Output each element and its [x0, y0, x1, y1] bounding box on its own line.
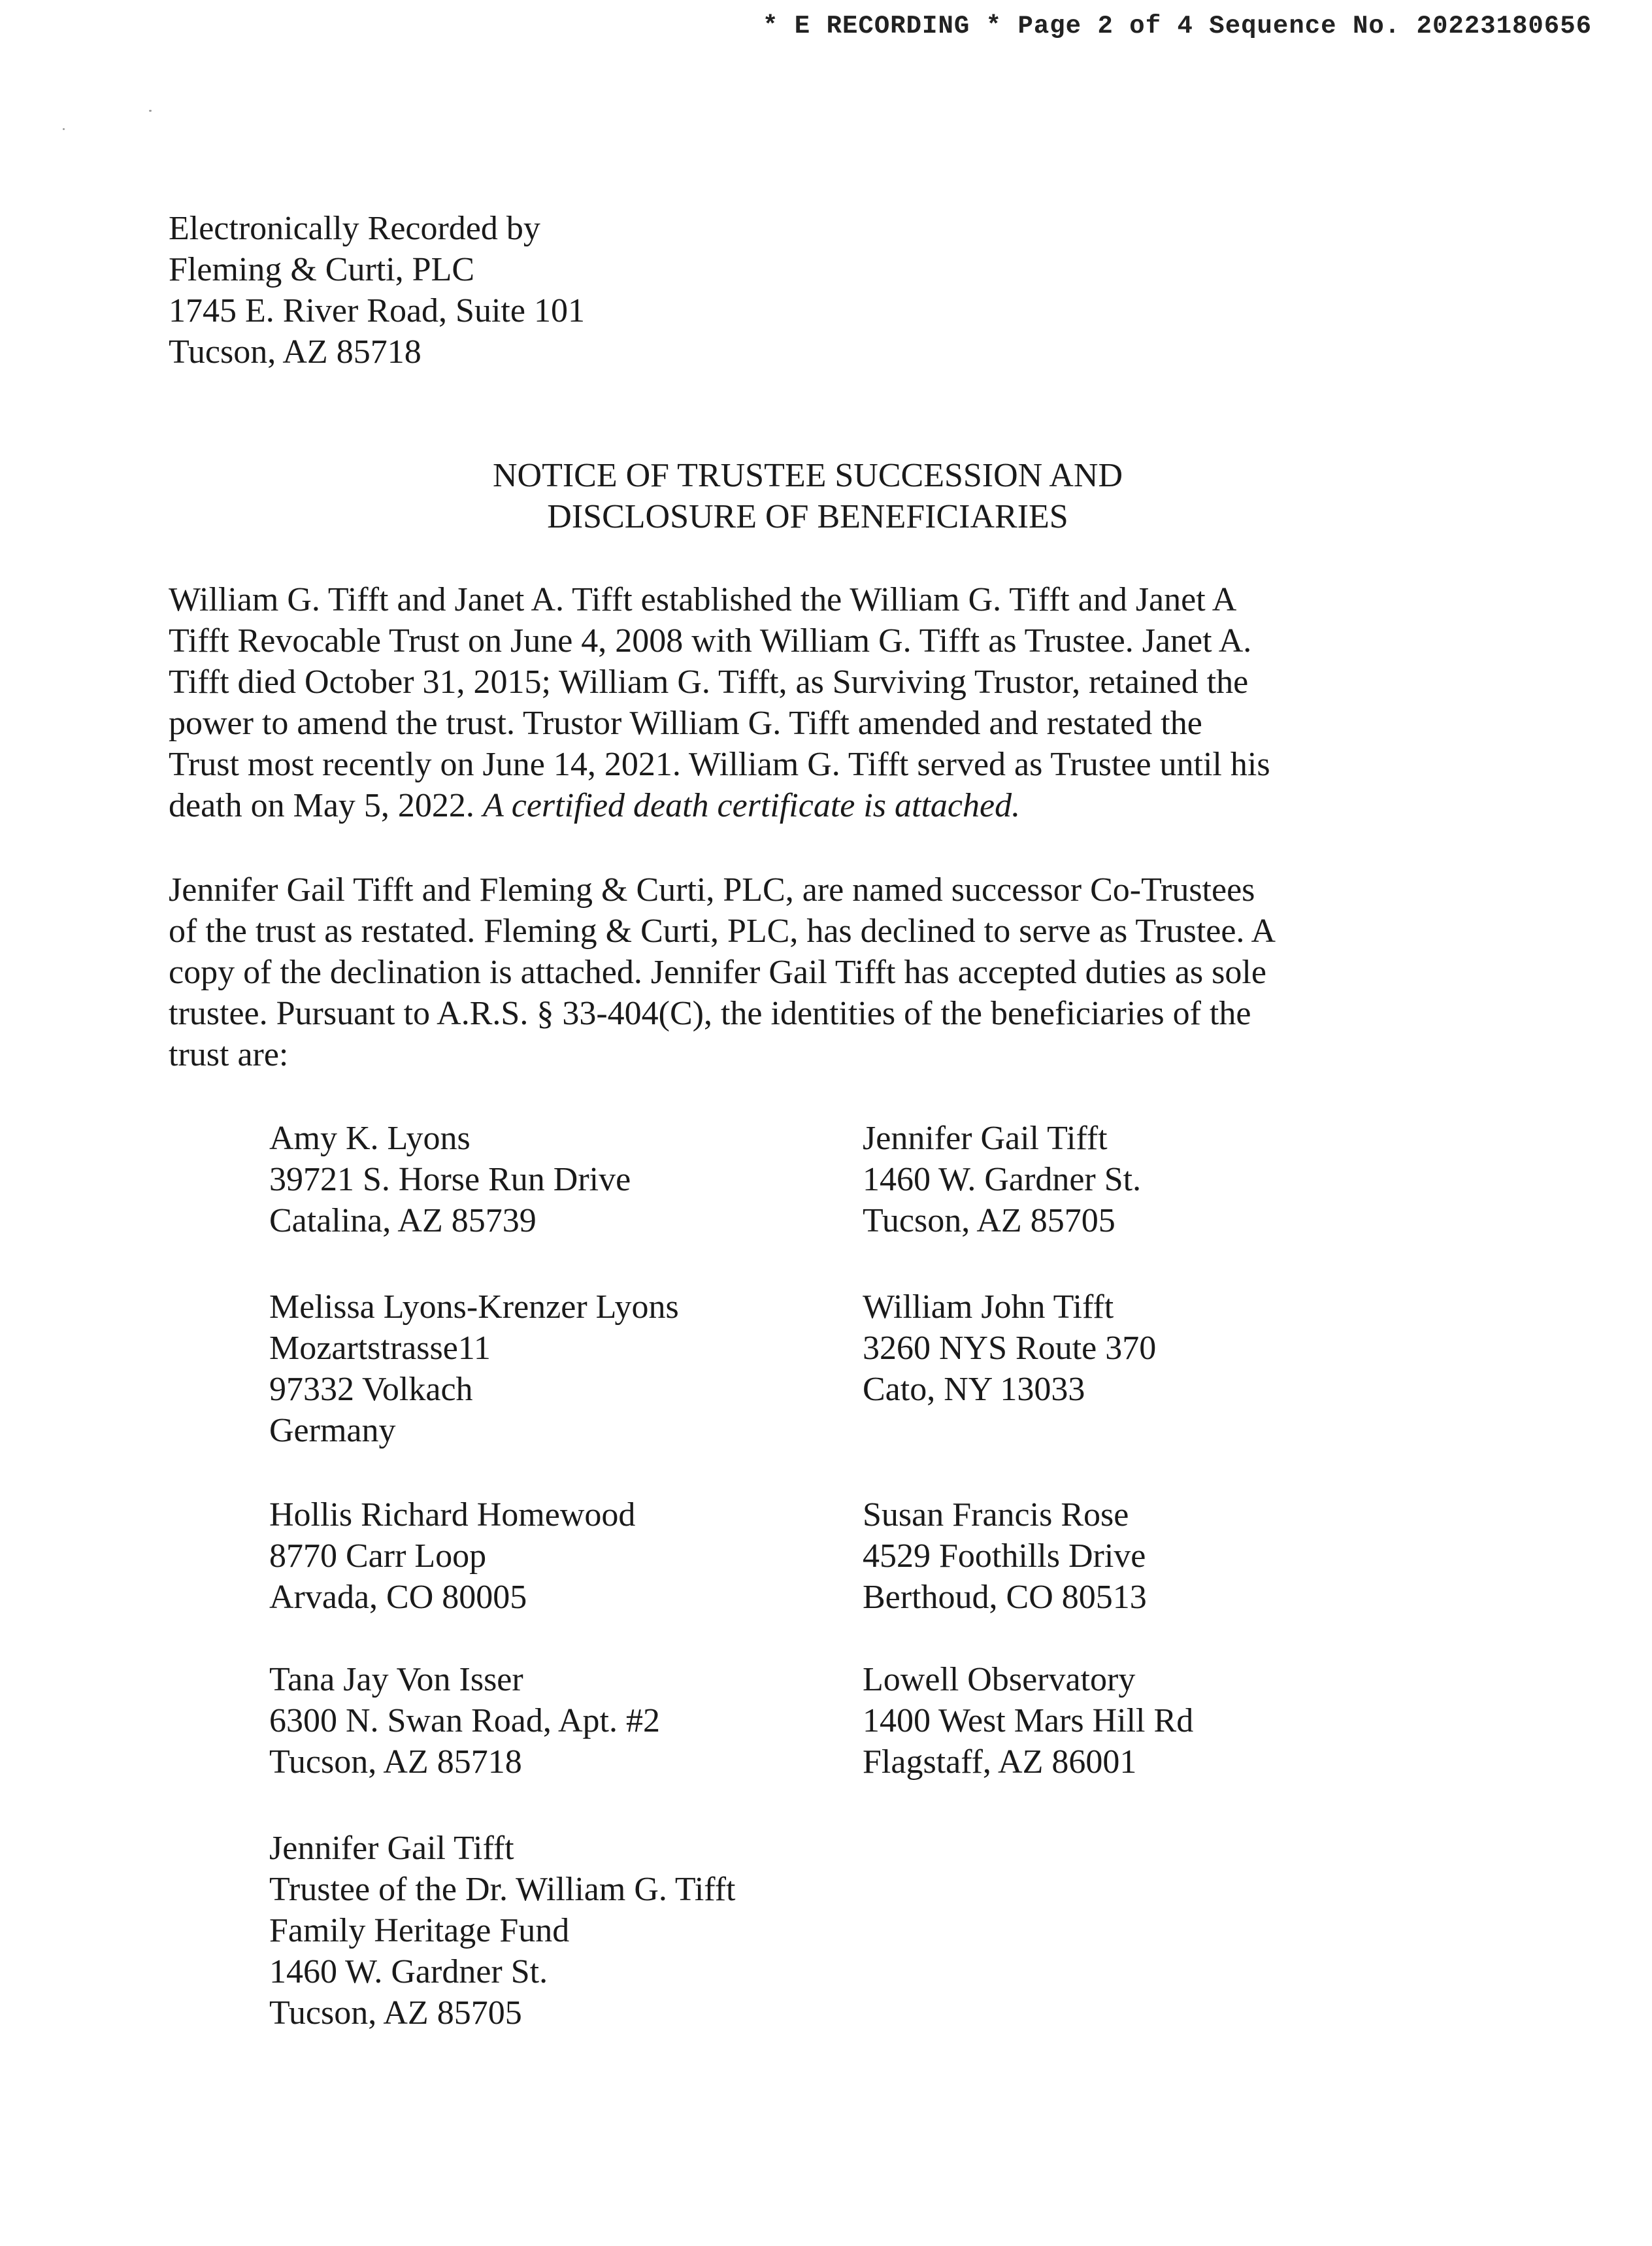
beneficiary-name: William John Tifft [863, 1288, 1114, 1326]
paragraph-line: Jennifer Gail Tifft and Fleming & Curti, PLC, are named successor Co-Trustees [169, 871, 1255, 909]
death-date-text: death on May 5, 2022. [169, 787, 483, 824]
certificate-note: A certified death certificate is attached. [482, 787, 1021, 824]
beneficiary-entry [269, 1828, 735, 2034]
paragraph-line: trustee. Pursuant to A.R.S. § 33-404(C), the identities of the beneficiaries of the [169, 995, 1251, 1032]
recorded-by-firm: Fleming & Curti, PLC [169, 251, 475, 288]
beneficiary-entry [863, 1494, 1147, 1618]
paragraph-line: trust are: [169, 1036, 289, 1073]
beneficiary-entry [269, 1494, 635, 1618]
beneficiary-name: Lowell Observatory [863, 1661, 1136, 1698]
beneficiary-street: 39721 S. Horse Run Drive [269, 1161, 631, 1198]
paragraph-line: Tifft died October 31, 2015; William G. Tifft, as Surviving Trustor, retained the [169, 663, 1249, 701]
beneficiary-name: Susan Francis Rose [863, 1496, 1129, 1534]
recorded-by-city: Tucson, AZ 85718 [169, 333, 421, 371]
recorded-by-line: Electronically Recorded by [169, 210, 540, 247]
title-line-1: NOTICE OF TRUSTEE SUCCESSION AND [492, 457, 1123, 494]
beneficiary-city: Tucson, AZ 85705 [863, 1202, 1115, 1239]
beneficiary-name: Jennifer Gail Tifft [863, 1120, 1108, 1157]
recorded-by-street: 1745 E. River Road, Suite 101 [169, 292, 585, 329]
recording-header: * E RECORDING * Page 2 of 4 Sequence No. 20223180656 [763, 12, 1592, 41]
beneficiary-street: Mozartstrasse11 [269, 1330, 491, 1367]
paragraph-line-last [169, 785, 1502, 826]
beneficiary-entry [269, 1659, 660, 1783]
beneficiary-name: Tana Jay Von Isser [269, 1661, 523, 1698]
beneficiary-street: 4529 Foothills Drive [863, 1537, 1146, 1575]
scan-speck [149, 110, 152, 112]
paragraph-line: Trust most recently on June 14, 2021. William G. Tifft served as Trustee until his [169, 746, 1270, 783]
beneficiary-street: 3260 NYS Route 370 [863, 1330, 1157, 1367]
paragraph-successor [169, 869, 1502, 1075]
beneficiary-city: 97332 Volkach [269, 1371, 473, 1408]
paragraph-line: copy of the declination is attached. Jennifer Gail Tifft has accepted duties as sole [169, 954, 1266, 991]
beneficiary-street: 1400 West Mars Hill Rd [863, 1702, 1194, 1739]
beneficiary-street: 6300 N. Swan Road, Apt. #2 [269, 1702, 660, 1739]
beneficiary-city: Tucson, AZ 85705 [269, 1994, 522, 2032]
paragraph-line: power to amend the trust. Trustor William G. Tifft amended and restated the [169, 705, 1202, 742]
paragraph-line: of the trust as restated. Fleming & Curti, PLC, has declined to serve as Trustee. A [169, 913, 1276, 950]
beneficiary-city: Berthoud, CO 80513 [863, 1579, 1147, 1616]
paragraph-line: Tifft Revocable Trust on June 4, 2008 with William G. Tifft as Trustee. Janet A. [169, 622, 1252, 660]
beneficiary-fund: Family Heritage Fund [269, 1912, 570, 1949]
beneficiary-name: Amy K. Lyons [269, 1120, 471, 1157]
beneficiary-entry [269, 1118, 631, 1241]
title-line-2: DISCLOSURE OF BENEFICIARIES [547, 498, 1068, 535]
beneficiary-capacity: Trustee of the Dr. William G. Tifft [269, 1871, 736, 1908]
beneficiary-city: Tucson, AZ 85718 [269, 1743, 522, 1781]
recorded-by-block [169, 208, 585, 373]
beneficiary-street: 1460 W. Gardner St. [863, 1161, 1142, 1198]
scan-speck [63, 128, 65, 130]
paragraph-line: William G. Tifft and Janet A. Tifft established the William G. Tifft and Janet A [169, 581, 1237, 618]
beneficiary-street: 1460 W. Gardner St. [269, 1953, 548, 1990]
beneficiary-entry [269, 1286, 679, 1451]
beneficiary-name: Melissa Lyons-Krenzer Lyons [269, 1288, 679, 1326]
beneficiary-country: Germany [269, 1412, 396, 1449]
document-title [0, 455, 1615, 537]
beneficiary-street: 8770 Carr Loop [269, 1537, 487, 1575]
beneficiary-city: Catalina, AZ 85739 [269, 1202, 537, 1239]
beneficiary-city: Arvada, CO 80005 [269, 1579, 527, 1616]
beneficiary-entry [863, 1286, 1156, 1410]
beneficiary-name: Hollis Richard Homewood [269, 1496, 636, 1534]
beneficiary-city: Flagstaff, AZ 86001 [863, 1743, 1137, 1781]
beneficiary-name: Jennifer Gail Tifft [269, 1830, 514, 1867]
beneficiary-entry [863, 1118, 1141, 1241]
paragraph-trust-history [169, 579, 1502, 826]
beneficiary-city: Cato, NY 13033 [863, 1371, 1085, 1408]
beneficiary-entry [863, 1659, 1193, 1783]
